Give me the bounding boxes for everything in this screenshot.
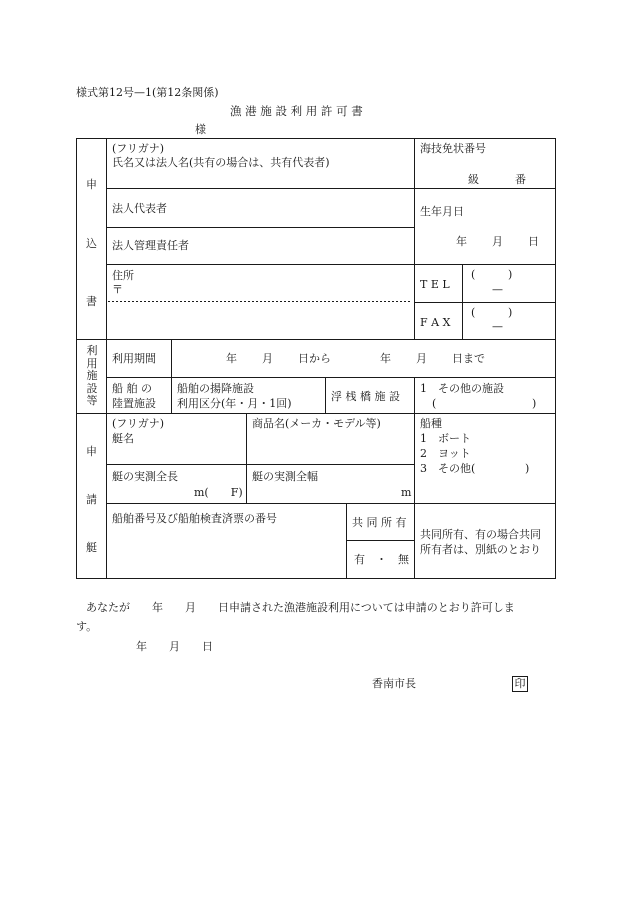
ship-type-other-close: ) [525,462,530,475]
license-grade-label: 級 [468,173,479,186]
joint-ownership-note-line-1: 共同所有、有の場合共同 [420,528,541,541]
ship-storage-label-line-1: 船 舶 の [112,382,152,395]
measured-width-label: 艇の実測全幅 [252,470,318,483]
use-period-label: 利用期間 [112,352,156,365]
ship-type-yacht: 2 ヨット [420,447,471,460]
fax-paren-open: ( [471,306,476,319]
joint-ownership-label: 共 同 所 有 [352,516,407,529]
tel-paren-close: ) [508,268,513,281]
period-from-year: 年 [226,352,237,365]
lift-facility-label: 船舶の揚降施設 [177,382,254,395]
ship-type-other: 3 その他( [420,462,476,475]
measured-length-label: 艇の実測全長 [112,470,178,483]
corporate-manager-label: 法人管理責任者 [112,239,189,252]
period-from-day: 日から [298,352,331,365]
vessel-section-char-2: 請 [86,493,97,506]
permit-statement-line-2: す。 [76,620,98,633]
applicant-section-char-1: 申 [86,178,97,191]
applicant-section-char-2: 込 [86,237,97,250]
applicant-name-label: 氏名又は法人名(共有の場合は、共有代表者) [112,156,330,169]
fax-label: F A X [420,316,451,329]
address-label: 住所 [112,269,134,282]
vessel-section-char-1: 申 [86,445,97,458]
tel-dash: — [492,283,503,296]
joint-ownership-note-line-2: 所有者は、別紙のとおり [420,543,541,556]
document-title: 漁 港 施 設 利 用 許 可 書 [230,104,363,118]
license-number-suffix: 番 [515,173,526,186]
birth-day-label: 日 [528,235,539,248]
ship-type-boat: 1 ボート [420,432,471,445]
postal-mark: 〒 [112,283,123,296]
applicant-section-char-3: 書 [86,295,97,308]
boat-name-label: 艇名 [112,432,134,445]
birth-date-label: 生年月日 [420,205,464,218]
other-facility-label: 1 その他の施設 [420,382,504,395]
birth-month-label: 月 [492,235,503,248]
license-number-label: 海技免状番号 [420,142,486,155]
corporate-representative-label: 法人代表者 [112,202,167,215]
vessel-section-char-3: 艇 [86,541,97,554]
facility-section-char-3: 施 [86,369,98,382]
measured-width-unit: m [401,486,412,499]
birth-year-label: 年 [456,235,467,248]
measured-length-unit: m( F) [194,486,243,499]
tel-label: T E L [420,278,450,291]
period-to-year: 年 [380,352,391,365]
lift-facility-usage-label: 利用区分(年・月・1回) [177,397,292,410]
ship-storage-label-line-2: 陸置施設 [112,397,156,410]
permit-statement-line-1: あなたが 年 月 日申請された漁港施設利用については申請のとおり許可しま [86,601,515,614]
issuer-name: 香南市長 [372,677,416,690]
period-to-day: 日まで [452,352,485,365]
permit-date-line: 年 月 日 [136,640,213,653]
joint-ownership-yes-no: 有 ・ 無 [354,553,409,566]
period-from-month: 月 [262,352,273,365]
tel-paren-open: ( [471,268,476,281]
other-facility-paren-open: ( [432,397,437,410]
seal-mark: 印 [512,676,528,692]
addressee-suffix: 様 [195,123,206,136]
form-number: 様式第12号—1(第12条関係) [76,86,219,99]
facility-section-char-1: 利 [86,344,98,357]
product-name-label: 商品名(メーカ・モデル等) [252,417,381,430]
ship-number-label: 船舶番号及び船舶検査済票の番号 [112,512,277,525]
fax-paren-close: ) [508,306,513,319]
other-facility-paren-close: ) [532,397,537,410]
facility-section-char-4: 設 [86,381,98,395]
facility-section-label [85,345,99,408]
ship-type-label: 船種 [420,417,442,430]
fax-dash: — [492,320,503,333]
period-to-month: 月 [416,352,427,365]
vessel-furigana-label: (フリガナ) [112,417,165,430]
floating-pier-label: 浮 桟 橋 施 設 [331,390,400,403]
facility-section-char-2: 用 [86,356,98,370]
facility-section-char-5: 等 [86,394,98,407]
applicant-furigana-label: (フリガナ) [112,142,165,155]
